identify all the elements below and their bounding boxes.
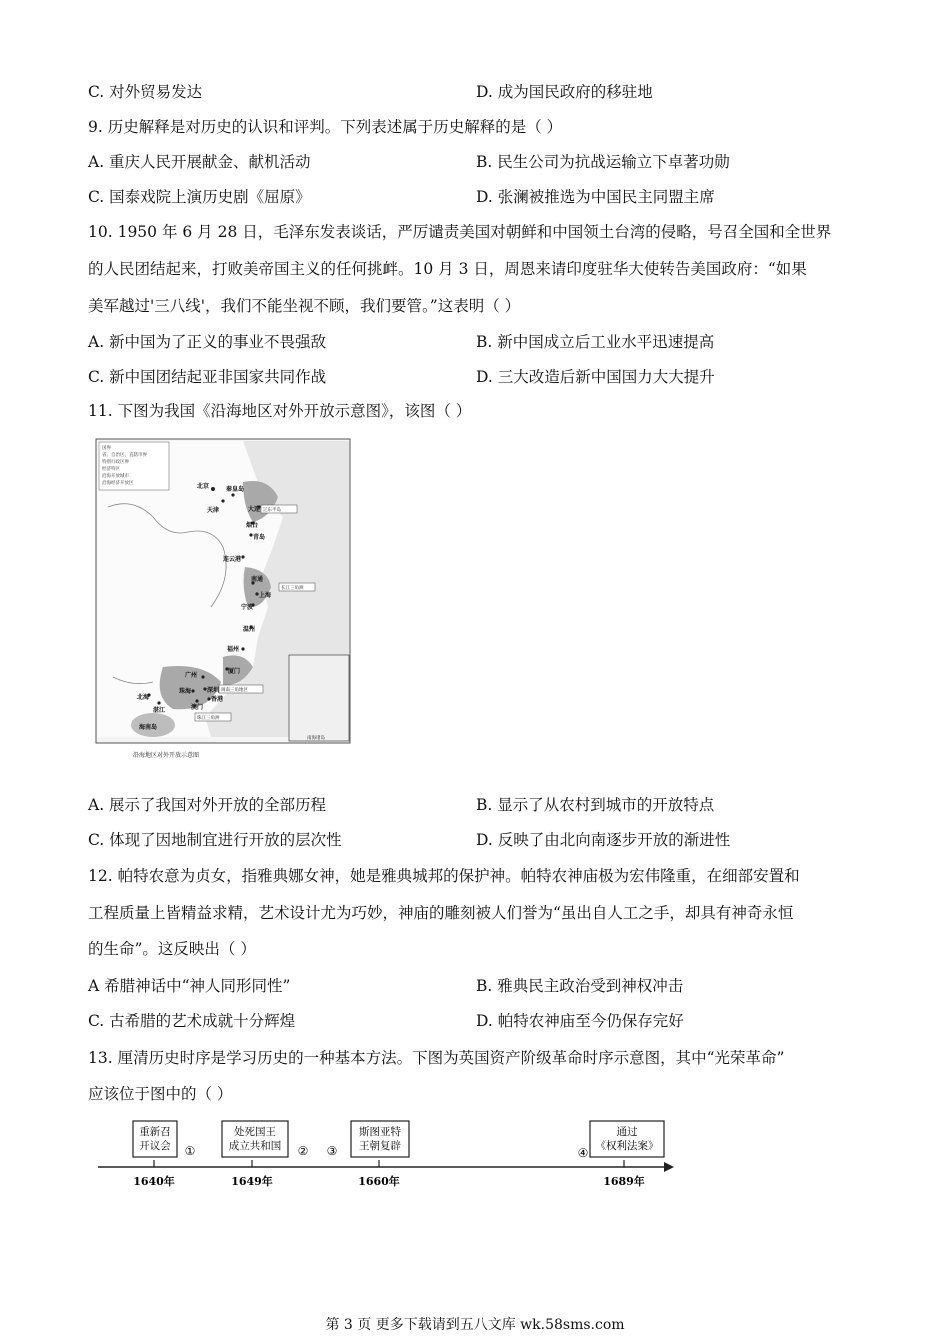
q9-option-c: C. 国泰戏院上演历史剧《屈原》: [88, 188, 311, 206]
q12-stem-line2: 工程质量上皆精益求精，艺术设计尤为巧妙，神庙的雕刻被人们誉为“虽出自人工之手，却具有神奇永恒: [88, 904, 794, 922]
q10-option-d: D. 三大改造后新中国国力大大提升: [476, 368, 715, 386]
event-2-line1: 处死国王: [234, 1126, 276, 1138]
mark-1: ①: [184, 1144, 196, 1158]
map-label: 深圳: [207, 687, 220, 694]
map-legend-item: 国界: [102, 446, 111, 451]
q9-option-d: D. 张澜被推选为中国民主同盟主席: [476, 188, 715, 206]
q11-option-a: A. 展示了我国对外开放的全部历程: [88, 796, 327, 814]
map-zone-label: 闽南三角地区: [221, 688, 248, 693]
q13-stem-line1: 13. 厘清历史时序是学习历史的一种基本方法。下图为英国资产阶级革命时序示意图，其中“光荣革命”: [88, 1049, 785, 1067]
timeline-diagram: [96, 1115, 686, 1195]
map-label: 广州: [185, 672, 198, 679]
mark-2: ②: [297, 1144, 309, 1158]
mark-3: ③: [326, 1144, 338, 1158]
map-label: 海南岛: [139, 724, 158, 731]
map-label: 天津: [207, 507, 220, 514]
coastal-open-map: [93, 437, 353, 765]
map-label: 秦皇岛: [226, 486, 245, 493]
q8-option-d: D. 成为国民政府的移驻地: [476, 83, 653, 101]
q11-option-b: B. 显示了从农村到城市的开放特点: [476, 796, 715, 814]
q10-stem-line2: 的人民团结起来，打败美帝国主义的任何挑衅。10 月 3 日，周恩来请印度驻华大使转告美国政府：“如果: [88, 260, 807, 278]
timeline-arrow: [664, 1162, 674, 1172]
event-3-line1: 斯图亚特: [359, 1126, 401, 1138]
map-label: 北京: [197, 483, 210, 490]
map-label: 澳门: [191, 704, 204, 711]
year-label: 1649年: [231, 1175, 273, 1188]
q10-stem-line3: 美军越过'三八线'，我们不能坐视不顾，我们要管。”这表明（ ）: [88, 297, 521, 315]
map-label: 宁波: [241, 604, 254, 611]
event-4-line2: 《权利法案》: [595, 1140, 659, 1152]
map-label: 青岛: [253, 534, 266, 541]
map-label: 南通: [251, 576, 264, 583]
map-legend-item: 沿海经济开放区: [102, 481, 134, 486]
map-label: 厦门: [228, 668, 241, 675]
mark-4: ④: [577, 1146, 589, 1160]
q9-stem: 9. 历史解释是对历史的认识和评判。下列表述属于历史解释的是（ ）: [88, 118, 563, 136]
map-label: 大连: [248, 506, 261, 513]
map-label: 温州: [243, 626, 256, 633]
q12-option-c: C. 古希腊的艺术成就十分辉煌: [88, 1012, 296, 1030]
year-label: 1689年: [603, 1175, 645, 1188]
map-label: 上海: [259, 592, 272, 599]
map-inset-label: 南海诸岛: [307, 736, 325, 741]
q8-option-c: C. 对外贸易发达: [88, 83, 203, 101]
q13-stem-line2: 应该位于图中的（ ）: [88, 1085, 233, 1103]
map-label: 烟台: [246, 522, 259, 529]
q10-stem-line1: 10. 1950 年 6 月 28 日，毛泽东发表谈话，严厉谴责美国对朝鲜和中国领土台湾的侵略，号召全国和全世界: [88, 223, 832, 241]
map-label: 福州: [227, 646, 240, 653]
q10-option-b: B. 新中国成立后工业水平迅速提高: [476, 333, 715, 351]
map-label: 北海: [137, 694, 150, 701]
map-legend-item: 经济特区: [102, 467, 120, 472]
year-label: 1640年: [133, 1175, 175, 1188]
q10-option-a: A. 新中国为了正义的事业不畏强敌: [88, 333, 327, 351]
south-sea-inset: [289, 655, 349, 741]
q10-option-c: C. 新中国团结起亚非国家共同作战: [88, 368, 327, 386]
event-3-line2: 王朝复辟: [359, 1140, 401, 1152]
map-zone-label: 长江三角洲: [281, 586, 304, 591]
event-2-line2: 成立共和国: [228, 1140, 282, 1152]
q9-option-b: B. 民生公司为抗战运输立下卓著功勋: [476, 153, 730, 171]
map-label: 香港: [211, 696, 224, 703]
map-caption: 沿海地区对外开放示意图: [133, 752, 200, 759]
map-zone-label: 珠江三角洲: [197, 716, 220, 721]
map-legend-item: 沿海开放城市: [102, 474, 129, 479]
map-zone-label: 辽东半岛: [263, 508, 281, 513]
q12-option-d: D. 帕特农神庙至今仍保存完好: [476, 1012, 684, 1030]
q11-stem: 11. 下图为我国《沿海地区对外开放示意图》，该图（ ）: [88, 402, 472, 420]
map-legend-item: 省、自治区、直辖市界: [102, 453, 147, 458]
map-label: 连云港: [223, 556, 242, 563]
q12-stem-line3: 的生命”。这反映出（ ）: [88, 940, 256, 958]
q9-option-a: A. 重庆人民开展献金、献机活动: [88, 153, 311, 171]
q11-option-c: C. 体现了因地制宜进行开放的层次性: [88, 831, 342, 849]
map-legend-item: 特别行政区界: [102, 460, 129, 465]
q12-stem-line1: 12. 帕特农意为贞女，指雅典娜女神，她是雅典城邦的保护神。帕特农神庙极为宏伟隆重，在细部安置和: [88, 867, 800, 885]
page-footer: 第 3 页 更多下载请到五八文库 wk.58sms.com: [325, 1317, 625, 1333]
q11-option-d: D. 反映了由北向南逐步开放的渐进性: [476, 831, 731, 849]
q12-option-b: B. 雅典民主政治受到神权冲击: [476, 977, 684, 995]
year-label: 1660年: [358, 1175, 400, 1188]
map-label: 湛江: [153, 707, 166, 714]
event-1-line1: 重新召: [139, 1126, 171, 1138]
q12-option-a: A 希腊神话中“神人同形同性”: [88, 977, 291, 995]
event-1-line2: 开议会: [139, 1140, 171, 1152]
map-label: 珠海: [179, 688, 192, 695]
event-4-line1: 通过: [616, 1126, 638, 1138]
